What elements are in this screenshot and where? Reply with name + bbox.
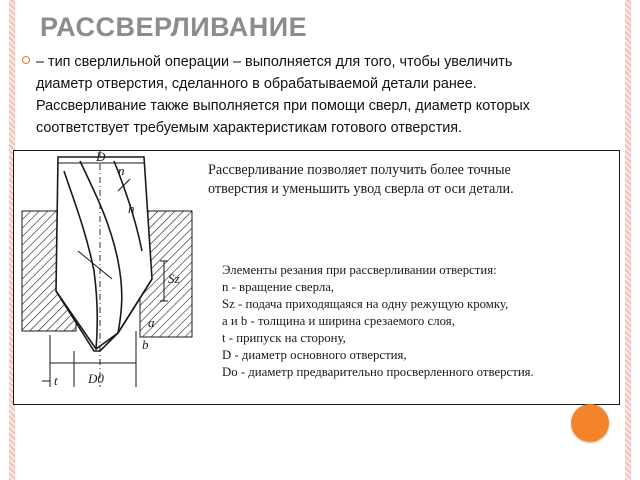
intro-line-1: Рассверливание позволяет получить более точные xyxy=(208,162,511,178)
body-paragraph xyxy=(36,51,596,139)
decorative-orange-circle xyxy=(571,404,609,442)
label-sz: Sz xyxy=(168,271,180,286)
figure-intro xyxy=(208,161,608,199)
paragraph-line-1: – тип сверлильной операции – выполняется для того, чтобы увеличить xyxy=(36,54,513,70)
elements-heading: Элементы резания при рассверливании отверстия: xyxy=(222,263,497,277)
intro-line-2: отверстия и уменьшить увод сверла от оси детали. xyxy=(208,181,514,197)
paragraph-line-2: диаметр отверстия, сделанного в обрабатываемой детали ранее. xyxy=(36,76,477,92)
bullet-icon xyxy=(22,56,30,64)
list-item: t - припуск на сторону, xyxy=(222,331,346,345)
label-d0: D0 xyxy=(88,371,104,386)
elements-list xyxy=(222,262,617,381)
label-a: a xyxy=(148,315,155,330)
list-item: D - диаметр основного отверстия, xyxy=(222,348,407,362)
list-item: Sz - подача приходящаяся на одну режущую кромку, xyxy=(222,297,509,311)
label-t: t xyxy=(54,373,58,388)
slide-title: РАССВЕРЛИВАНИЕ xyxy=(40,12,308,42)
label-n: n xyxy=(118,163,125,178)
paragraph-line-3: Рассверливание также выполняется при помощи сверл, диаметр которых xyxy=(36,98,530,114)
paragraph-line-4: соответствует требуемым характеристикам готового отверстия. xyxy=(36,120,463,136)
list-item: n - вращение сверла, xyxy=(222,280,335,294)
label-d: D xyxy=(96,151,106,164)
list-item: Do - диаметр предварительно просверленного отверстия. xyxy=(222,365,534,379)
list-item: a и b - толщина и ширина срезаемого слоя, xyxy=(222,314,455,328)
label-h: h xyxy=(128,201,135,216)
reaming-figure xyxy=(13,150,620,405)
label-b: b xyxy=(142,337,149,352)
decorative-frame-right xyxy=(625,0,631,480)
